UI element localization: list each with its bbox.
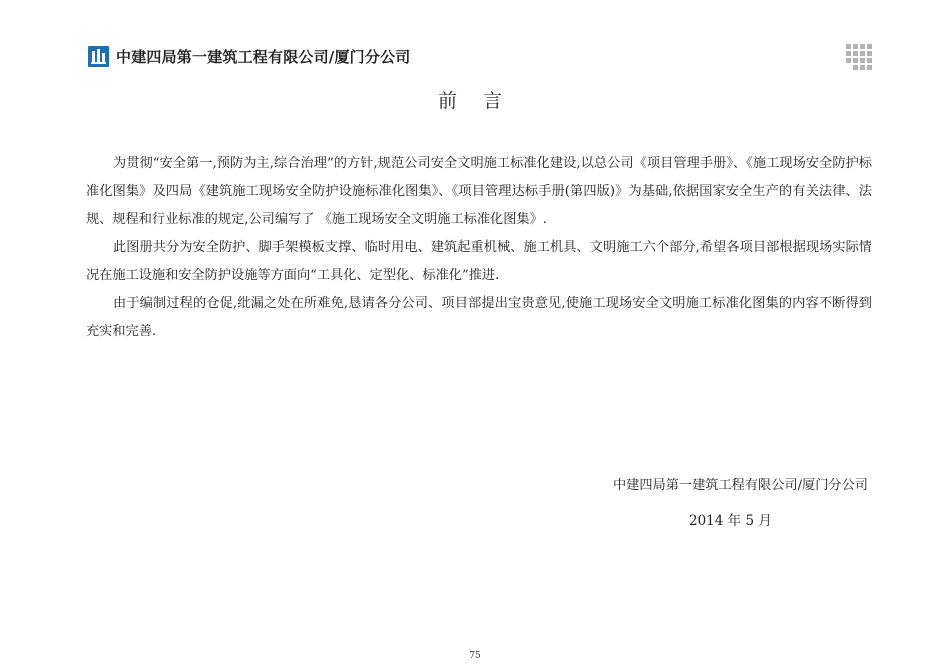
header-company-name: 中建四局第一建筑工程有限公司/厦门分公司 — [116, 47, 411, 66]
signature-date: 2014 年 5 月 — [689, 513, 772, 529]
preface-body — [86, 150, 872, 346]
company-logo-icon — [88, 46, 109, 67]
page-title: 前 言 — [437, 90, 513, 112]
paragraph-3: 由于编制过程的仓促,纰漏之处在所难免,恳请各分公司、项目部提出宝贵意见,使施工现场安全文明施工标准化图集的内容不断得到充实和完善. — [86, 296, 872, 339]
corner-grid-icon — [846, 44, 872, 70]
paragraph-2: 此图册共分为安全防护、脚手架模板支撑、临时用电、建筑起重机械、施工机具、文明施工六个部分,希望各项目部根据现场实际情况在施工设施和安全防护设施等方面向“工具化、定型化、标准化”推进. — [86, 240, 872, 283]
paragraph-1: 为贯彻“安全第一,预防为主,综合治理”的方针,规范公司安全文明施工标准化建设,以总公司《项目管理手册》、《施工现场安全防护标准化图集》及四局《建筑施工现场安全防护设施标准化图集》、《项目管理达标手册(第四版)》为基础,依据国家安全生产的有关法律、法规、规程和行业标准的规定,公司编写了 《施工现场安全文明施工标准化图集》. — [86, 156, 872, 227]
page-number: 75 — [469, 651, 481, 661]
signature-company: 中建四局第一建筑工程有限公司/厦门分公司 — [612, 478, 868, 493]
page-header — [88, 44, 410, 68]
